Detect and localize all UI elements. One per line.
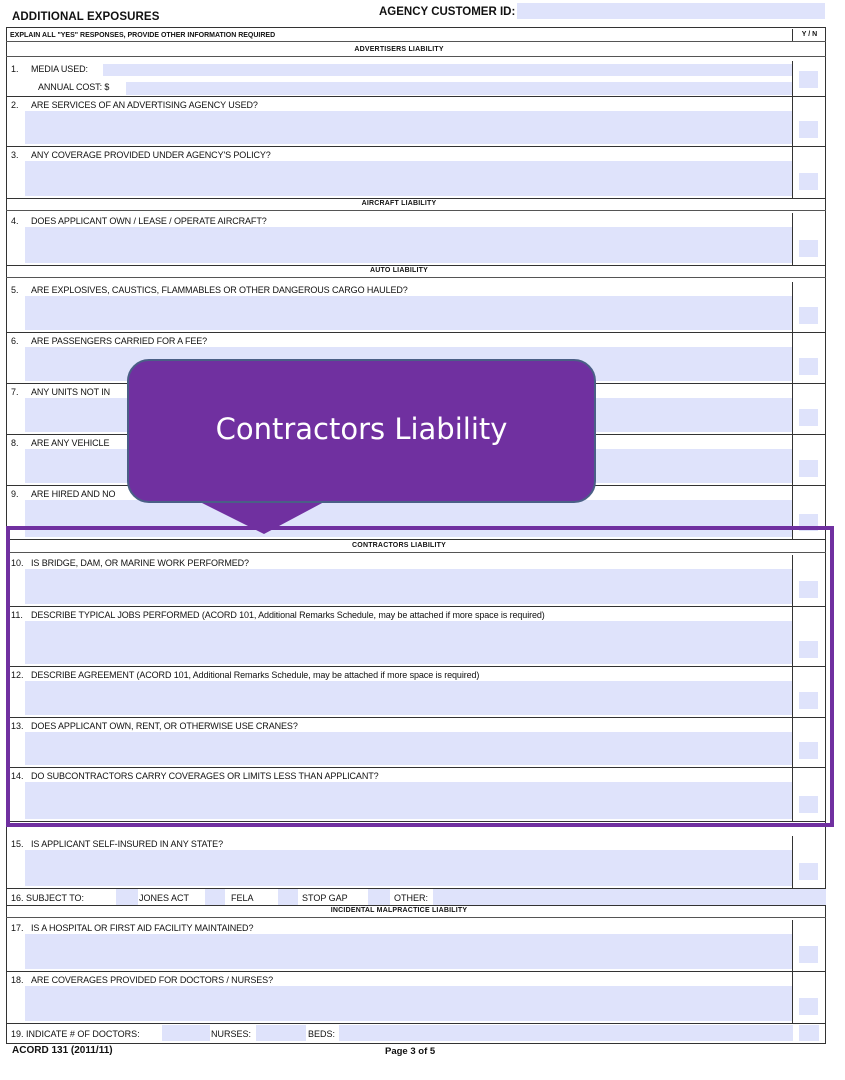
section-header-advertisers [6,45,826,57]
yn-field[interactable] [799,946,818,963]
question-row-17 [6,920,826,972]
doctors-label: 19. INDICATE # OF DOCTORS: [11,1029,140,1039]
yn-field[interactable] [799,173,818,190]
question-row-19 [6,1025,826,1044]
yn-box [792,61,826,96]
section-title: AUTO LIABILITY [370,267,428,274]
question-text: DOES APPLICANT OWN / LEASE / OPERATE AIRCRAFT? [31,216,267,226]
customer-id-label: AGENCY CUSTOMER ID: [379,6,516,18]
contractors-highlight-box [6,526,834,827]
yn-field[interactable] [799,998,818,1015]
question-text: ARE SERVICES OF AN ADVERTISING AGENCY USED? [31,100,258,110]
yn-field[interactable] [799,307,818,324]
question-row-2 [6,97,826,147]
column-header [6,30,826,42]
question-row-3 [6,147,826,199]
answer-field[interactable] [25,934,793,969]
yn-field[interactable] [799,863,818,880]
answer-field[interactable] [25,986,793,1021]
question-text: DO SUBCONTRACTORS CARRY COVERAGES OR LIMITS LESS THAN APPLICANT? [31,771,379,781]
yn-box [792,920,826,971]
question-text: IS BRIDGE, DAM, OR MARINE WORK PERFORMED? [31,558,249,568]
explain-instruction: EXPLAIN ALL "YES" RESPONSES, PROVIDE OTHER INFORMATION REQUIRED [10,32,276,39]
beds-field[interactable] [339,1025,793,1041]
media-used-field[interactable] [103,64,793,76]
yn-column-header: Y / N [792,29,826,41]
subject-to-label: 16. SUBJECT TO: [11,893,85,903]
question-number: 3. [11,150,19,160]
answer-field[interactable] [25,111,793,144]
annual-cost-field[interactable] [126,82,793,95]
yn-box [792,435,826,485]
question-text: MEDIA USED: [31,64,88,74]
question-number: 14. [11,771,24,781]
question-text: DOES APPLICANT OWN, RENT, OR OTHERWISE USE CRANES? [31,721,298,731]
question-number: 1. [11,64,19,74]
other-checkbox[interactable] [368,889,390,905]
question-text: IS APPLICANT SELF-INSURED IN ANY STATE? [31,839,223,849]
yn-box [792,333,826,383]
yn-field[interactable] [799,1025,819,1041]
nurses-field[interactable] [256,1025,306,1041]
section-title: AIRCRAFT LIABILITY [361,200,437,207]
section-title: ADVERTISERS LIABILITY [354,46,444,53]
question-text: ARE ANY VEHICLE [31,438,110,448]
question-number: 18. [11,975,24,985]
question-row-15 [6,836,826,889]
yn-box [792,836,826,888]
section-header-auto [6,266,826,278]
jones-act-checkbox[interactable] [116,889,138,905]
question-number: 8. [11,438,19,448]
question-number: 12. [11,670,24,680]
customer-id-field[interactable] [517,3,825,19]
answer-field[interactable] [25,161,793,196]
jones-act-label: JONES ACT [139,893,190,903]
yn-field[interactable] [799,358,818,375]
question-text: DESCRIBE AGREEMENT (ACORD 101, Additional Remarks Schedule, may be attached if more space is required) [31,670,480,680]
question-text: ARE HIRED AND NO [31,489,116,499]
question-text: ARE EXPLOSIVES, CAUSTICS, FLAMMABLES OR OTHER DANGEROUS CARGO HAULED? [31,285,408,295]
fela-label: FELA [231,893,254,903]
yn-box [792,972,826,1023]
question-text: ARE COVERAGES PROVIDED FOR DOCTORS / NURSES? [31,975,273,985]
question-row-4 [6,213,826,266]
question-text: IS A HOSPITAL OR FIRST AID FACILITY MAINTAINED? [31,923,254,933]
question-text: ANY COVERAGE PROVIDED UNDER AGENCY'S POLICY? [31,150,271,160]
yn-box [792,97,826,146]
question-number: 2. [11,100,19,110]
question-number: 6. [11,336,19,346]
fela-checkbox[interactable] [205,889,225,905]
callout-text: Contractors Liability [215,412,508,446]
question-row-18 [6,972,826,1024]
yn-box [792,282,826,332]
doctors-field[interactable] [162,1025,210,1041]
question-number: 7. [11,387,19,397]
answer-field[interactable] [25,227,793,263]
section-header-incidental [6,906,826,918]
question-row-5 [6,282,826,333]
question-row-1 [6,61,826,97]
yn-field[interactable] [799,71,818,88]
question-number: 10. [11,558,24,568]
yn-box [792,384,826,434]
question-number: 9. [11,489,19,499]
annual-cost-label: ANNUAL COST: $ [38,82,110,92]
question-number: 5. [11,285,19,295]
page-number: Page 3 of 5 [385,1046,436,1057]
yn-field[interactable] [799,121,818,138]
question-text: ANY UNITS NOT IN [31,387,111,397]
stop-gap-label: STOP GAP [302,893,348,903]
section-title: INCIDENTAL MALPRACTICE LIABILITY [330,907,468,914]
question-number: 11. [11,610,23,620]
question-text: ARE PASSENGERS CARRIED FOR A FEE? [31,336,208,346]
nurses-label: NURSES: [211,1029,252,1039]
other-field[interactable] [433,889,826,905]
answer-field[interactable] [25,296,793,330]
question-number: 4. [11,216,19,226]
yn-box [792,147,826,198]
question-row-16 [6,889,826,906]
answer-field[interactable] [25,850,793,886]
section-header-aircraft [6,199,826,211]
yn-field[interactable] [799,460,818,477]
form-id: ACORD 131 (2011/11) [12,1045,113,1056]
yn-box [792,213,826,265]
section-title: CONTRACTORS LIABILITY [352,542,446,549]
stop-gap-checkbox[interactable] [278,889,298,905]
question-number: 13. [11,721,24,731]
form-title: ADDITIONAL EXPOSURES [12,11,160,23]
callout-tail [200,500,330,540]
question-text: DESCRIBE TYPICAL JOBS PERFORMED (ACORD 101, Additional Remarks Schedule, may be attached if more space is required) [31,610,545,620]
question-number: 15. [11,839,24,849]
yn-field[interactable] [799,409,818,426]
question-number: 17. [11,923,24,933]
other-label: OTHER: [394,893,429,903]
beds-label: BEDS: [308,1029,336,1039]
yn-field[interactable] [799,240,818,257]
